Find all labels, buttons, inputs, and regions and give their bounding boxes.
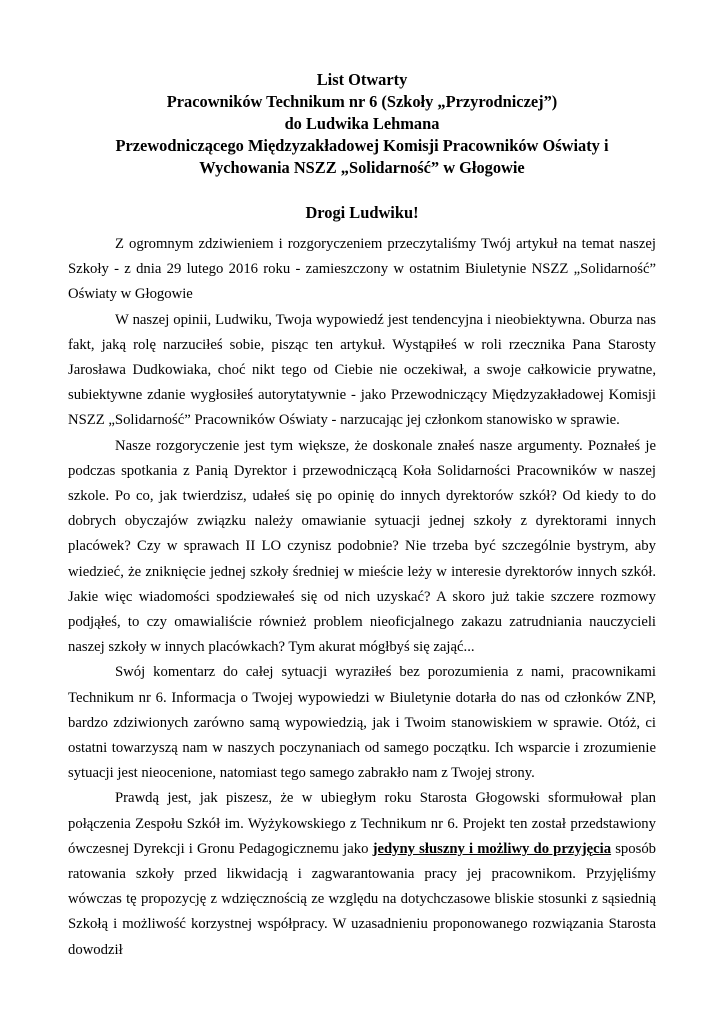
letter-title: List Otwarty [316,70,408,89]
letter-title-recipient-role-cont: Wychowania NSZZ „Solidarność” w Głogowie [199,158,525,177]
paragraph-5-after: sposób ratowania szkoły przed likwidacją i zagwarantowania pracy jej pracownikom. Przyjęliśmy wówczas tę propozycję z wdzięcznością ze względu na dotychczasowe bliskie stosunki z sąsiednią Szkołą i możliwość korzystnej współpracy. W uzasadnieniu proponowanego rozwiązania Starosta dowodził [68,840,657,958]
paragraph-5 [68,786,656,962]
letter-title-recipient: do Ludwika Lehmana [284,114,440,133]
greeting: Drogi Ludwiku! [305,203,419,222]
letter-title-senders: Pracowników Technikum nr 6 (Szkoły „Przyrodniczej”) [166,92,558,111]
paragraph-1: Z ogromnym zdziwieniem i rozgoryczeniem przeczytaliśmy Twój artykuł na temat naszej Szkoły - z dnia 29 lutego 2016 roku - zamieszczony w ostatnim Biuletynie NSZZ „Solidarność” Oświaty w Głogowie [68,236,656,303]
paragraph-2: W naszej opinii, Ludwiku, Twoja wypowiedź jest tendencyjna i nieobiektywna. Oburza nas fakt, jaką rolę narzuciłeś sobie, pisząc ten artykuł. Wystąpiłeś w roli rzecznika Pana Starosty Jarosława Dudkowiaka, choć nikt tego od Ciebie nie oczekiwał, a swoje całkowicie prywatne, subiektywne zdanie wygłosiłeś autorytatywnie - jako Przewodniczący Międzyzakładowej Komisji NSZZ „Solidarność” Pracowników Oświaty - narzucając jej członkom stanowisko w sprawie. [68,311,656,429]
paragraph-3: Nasze rozgoryczenie jest tym większe, że doskonale znałeś nasze argumenty. Poznałeś je podczas spotkania z Panią Dyrektor i przewodniczącą Koła Solidarności Pracowników w naszej szkole. Po co, jak twierdzisz, udałeś się po opinię do innych dyrektorów szkół? Od kiedy to do dobrych obyczajów związku należy omawianie sytuacji jednej szkoły z dyrektorami innych placówek? Czy w sprawach II LO czynisz podobnie? Nie trzeba być szczególnie bystrym, aby wiedzieć, że zniknięcie jednej szkoły średniej w mieście leży w interesie dyrektorów innych szkół. Jakie więc wiadomości spodziewałeś się od nich uzyskać? A skoro już takie szczere rozmowy podjąłeś, to czy omawialiście również problem nieoficjalnego zakazu zatrudniania nauczycieli naszej szkoły w innych placówkach? Tym akurat mógłbyś się zająć... [68,437,656,656]
letter-title-recipient-role: Przewodniczącego Międzyzakładowej Komisji Pracowników Oświaty i [115,136,609,155]
paragraph-4: Swój komentarz do całej sytuacji wyraziłeś bez porozumienia z nami, pracownikami Technikum nr 6. Informacja o Twojej wypowiedzi w Biuletynie dotarła do nas od członków ZNP, bardzo zdziwionych zarówno samą wypowiedzią, jak i Twoim stanowiskiem w sprawie. Otóż, ci ostatni towarzyszą nam w naszych poczynaniach od samego początku. Ich wsparcie i zrozumienie sytuacji jest nieocenione, natomiast tego samego zabrakło nam z Twojej strony. [68,664,656,782]
paragraph-5-before: Prawdą jest, jak piszesz, że w ubiegłym roku Starosta Głogowski sformułował plan połączenia Zespołu Szkół im. Wyżykowskiego z Technikum nr 6. Projekt ten został przedstawiony ówczesnej Dyrekcji i Gronu Pedagogicznemu jako [68,790,656,857]
emphasized-phrase: jedyny słuszny i możliwy do przyjęcia [372,840,612,857]
letter-body [68,232,656,963]
